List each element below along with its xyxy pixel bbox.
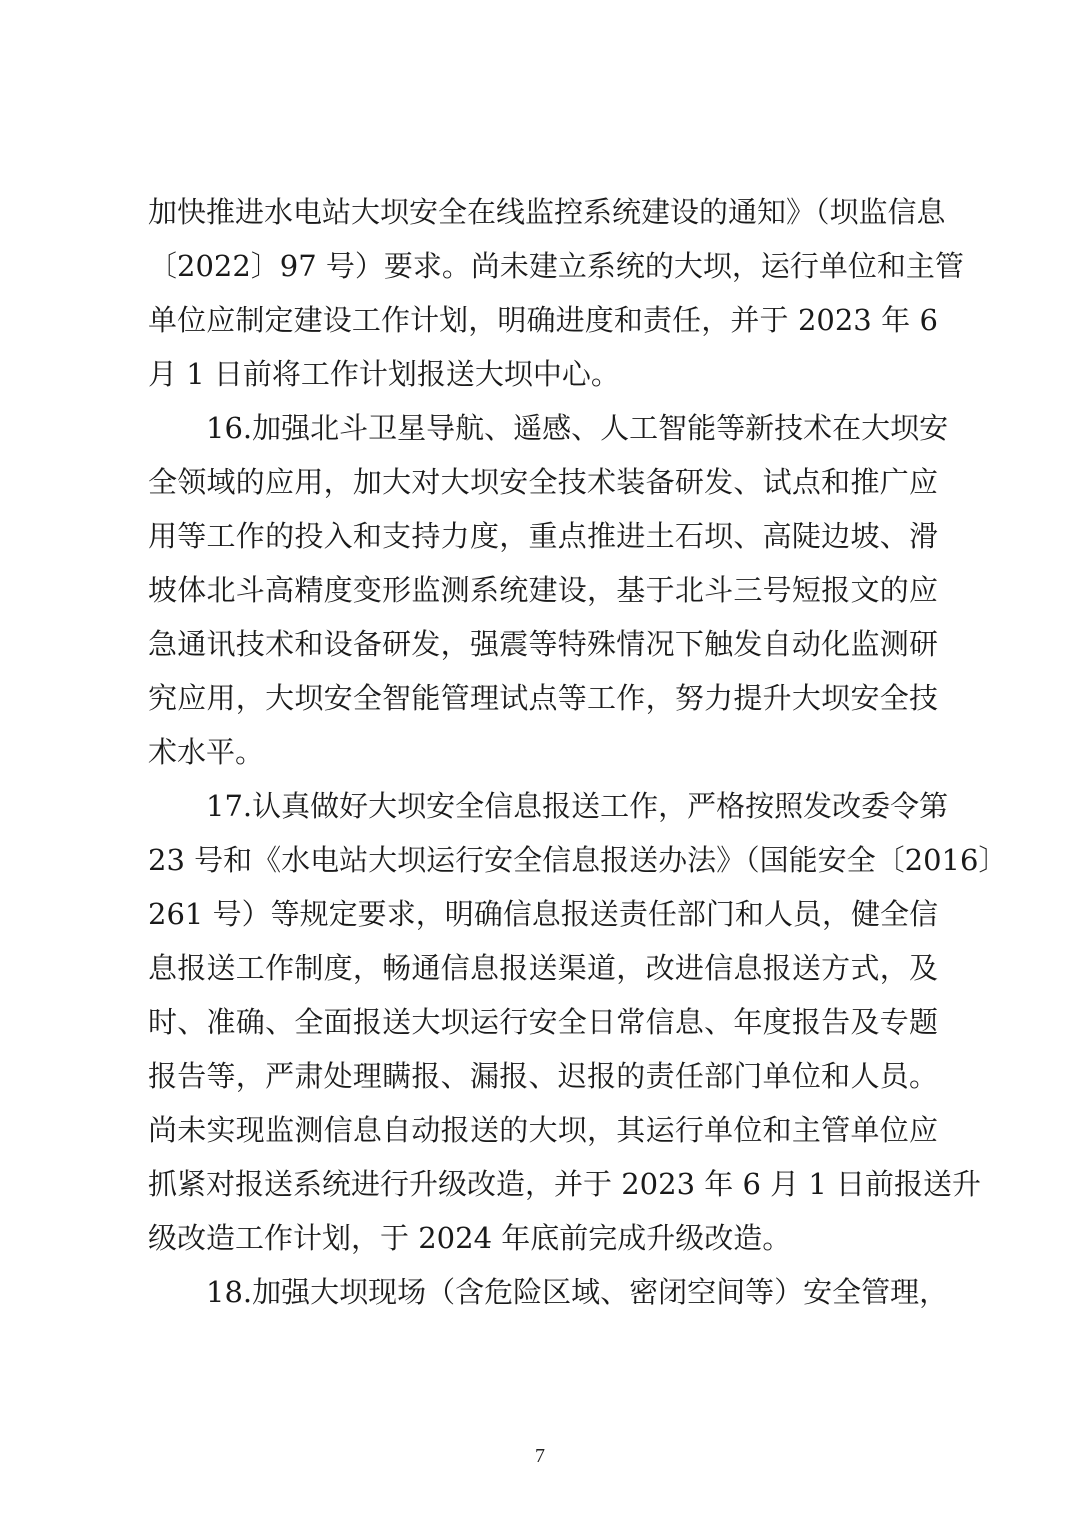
text-line: 报告等，严肃处理瞒报、漏报、迟报的责任部门单位和人员。 [148,1059,938,1093]
text-line: 时、准确、全面报送大坝运行安全日常信息、年度报告及专题 [148,1005,938,1039]
text-line: 抓紧对报送系统进行升级改造，并于 2023 年 6 月 1 日前报送升 [148,1167,982,1201]
text-line: 单位应制定建设工作计划，明确进度和责任，并于 2023 年 6 [148,303,938,337]
text-line: 全领域的应用，加大对大坝安全技术装备研发、试点和推广应 [148,465,938,499]
text-line: 尚未实现监测信息自动报送的大坝，其运行单位和主管单位应 [148,1113,938,1147]
text-line: 级改造工作计划，于 2024 年底前完成升级改造。 [148,1221,792,1255]
text-line: 月 1 日前将工作计划报送大坝中心。 [148,357,620,391]
text-line: 究应用，大坝安全智能管理试点等工作，努力提升大坝安全技 [148,681,938,715]
text-line: 23 号和《水电站大坝运行安全信息报送办法》（国能安全〔2016〕 [148,843,1008,877]
text-line: 用等工作的投入和支持力度，重点推进土石坝、高陡边坡、滑 [148,519,938,553]
text-line: 261 号）等规定要求，明确信息报送责任部门和人员，健全信 [148,897,938,931]
text-line: 17.认真做好大坝安全信息报送工作，严格按照发改委令第 [206,789,949,823]
text-line: 急通讯技术和设备研发，强震等特殊情况下触发自动化监测研 [148,627,938,661]
text-line: 16.加强北斗卫星导航、遥感、人工智能等新技术在大坝安 [206,411,949,445]
text-line: 18.加强大坝现场（含危险区域、密闭空间等）安全管理， [206,1275,949,1309]
text-line: 〔2022〕97 号）要求。尚未建立系统的大坝，运行单位和主管 [148,249,964,283]
text-line: 加快推进水电站大坝安全在线监控系统建设的通知》（坝监信息 [148,195,946,229]
page-number: 7 [535,1445,545,1467]
body-text [148,185,1008,1319]
text-line: 坡体北斗高精度变形监测系统建设，基于北斗三号短报文的应 [148,573,938,607]
text-line: 术水平。 [148,735,265,769]
text-line: 息报送工作制度，畅通信息报送渠道，改进信息报送方式，及 [148,951,938,985]
